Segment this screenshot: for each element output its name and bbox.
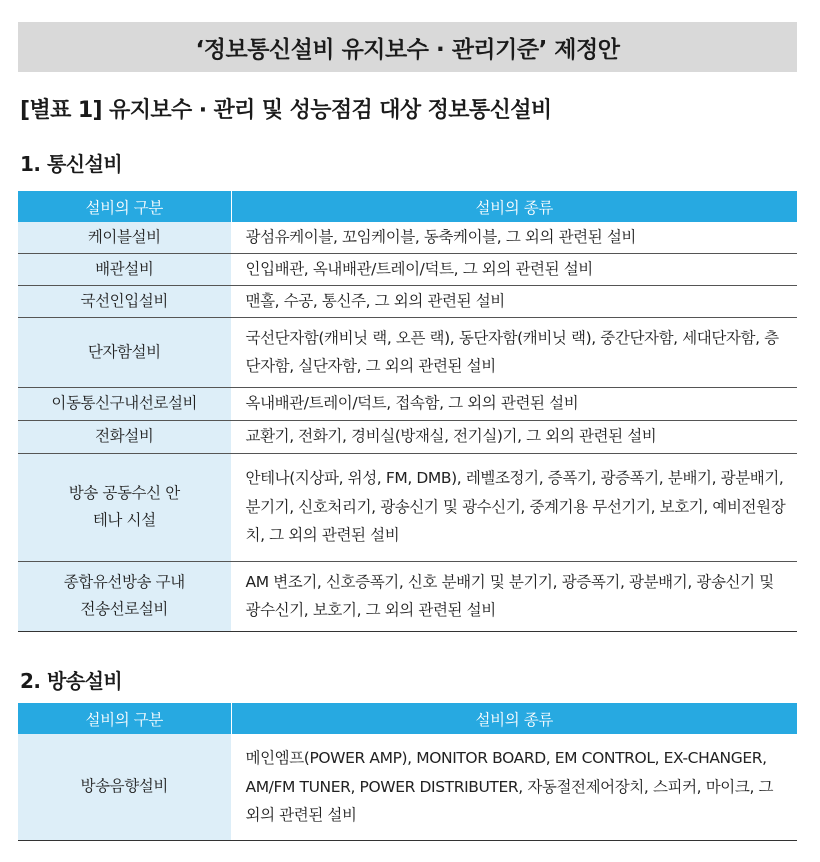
annex-title: [별표 1] 유지보수 · 관리 및 성능점검 대상 정보통신설비 bbox=[20, 98, 552, 123]
category-cell: 전화설비 bbox=[18, 420, 231, 453]
document-title: ‘정보통신설비 유지보수 · 관리기준’ 제정안 bbox=[18, 22, 797, 72]
column-header-types: 설비의 종류 bbox=[231, 703, 797, 734]
types-cell: 광섬유케이블, 꼬임케이블, 동축케이블, 그 외의 관련된 설비 bbox=[231, 222, 797, 253]
types-cell: 옥내배관/트레이/덕트, 접속함, 그 외의 관련된 설비 bbox=[231, 387, 797, 420]
column-header-category: 설비의 구분 bbox=[18, 191, 231, 222]
table-row bbox=[18, 253, 797, 285]
types-cell: 교환기, 전화기, 경비실(방재실, 전기실)기, 그 외의 관련된 설비 bbox=[231, 420, 797, 453]
table-header-row bbox=[18, 703, 797, 734]
category-cell: 이동통신구내선로설비 bbox=[18, 387, 231, 420]
types-cell: 안테나(지상파, 위성, FM, DMB), 레벨조정기, 증폭기, 광증폭기, 분배기, 광분배기, 분기기, 신호처리기, 광송신기 및 광수신기, 중계기용 무선기기, 보호기, 예비전원장치, 그 외의 관련된 설비 bbox=[231, 453, 797, 561]
table-row bbox=[18, 285, 797, 317]
table-header-row bbox=[18, 191, 797, 222]
category-cell: 국선인입설비 bbox=[18, 285, 231, 317]
table-row bbox=[18, 453, 797, 561]
table-row bbox=[18, 222, 797, 253]
table-row bbox=[18, 317, 797, 387]
types-cell: AM 변조기, 신호증폭기, 신호 분배기 및 분기기, 광증폭기, 광분배기, 광송신기 및 광수신기, 보호기, 그 외의 관련된 설비 bbox=[231, 561, 797, 631]
category-cell: 배관설비 bbox=[18, 253, 231, 285]
broadcast-equipment-table bbox=[18, 703, 797, 841]
table-row bbox=[18, 387, 797, 420]
category-cell: 방송 공동수신 안테나 시설 bbox=[18, 453, 231, 561]
category-cell: 단자함설비 bbox=[18, 317, 231, 387]
telecom-equipment-table bbox=[18, 191, 797, 632]
column-header-category: 설비의 구분 bbox=[18, 703, 231, 734]
types-cell: 메인엠프(POWER AMP), MONITOR BOARD, EM CONTROL, EX-CHANGER, AM/FM TUNER, POWER DISTRIBUTER, 자동절전제어장치, 스피커, 마이크, 그 외의 관련된 설비 bbox=[231, 734, 797, 840]
types-cell: 인입배관, 옥내배관/트레이/덕트, 그 외의 관련된 설비 bbox=[231, 253, 797, 285]
types-cell: 맨홀, 수공, 통신주, 그 외의 관련된 설비 bbox=[231, 285, 797, 317]
table-row bbox=[18, 420, 797, 453]
types-cell: 국선단자함(캐비닛 랙, 오픈 랙), 동단자함(캐비닛 랙), 중간단자함, 세대단자함, 층단자함, 실단자함, 그 외의 관련된 설비 bbox=[231, 317, 797, 387]
table-row bbox=[18, 734, 797, 840]
section-heading-broadcast: 2. 방송설비 bbox=[20, 669, 123, 693]
category-cell: 종합유선방송 구내전송선로설비 bbox=[18, 561, 231, 631]
column-header-types: 설비의 종류 bbox=[231, 191, 797, 222]
category-cell: 방송음향설비 bbox=[18, 734, 231, 840]
section-heading-telecom: 1. 통신설비 bbox=[20, 152, 123, 176]
category-cell: 케이블설비 bbox=[18, 222, 231, 253]
table-row bbox=[18, 561, 797, 631]
